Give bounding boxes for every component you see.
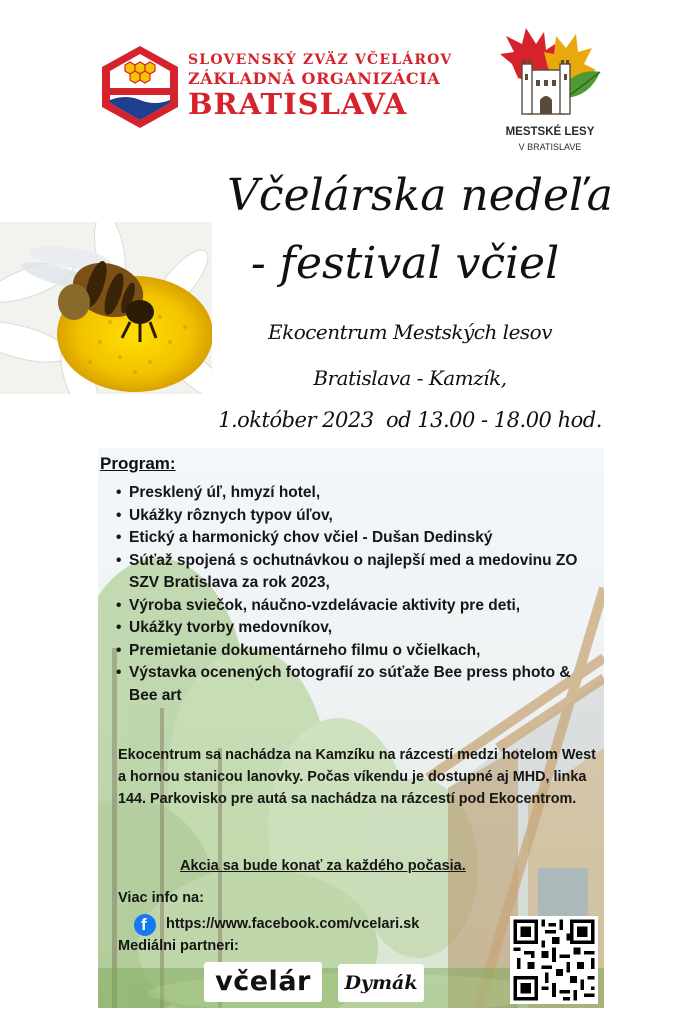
event-location-line1: Ekocentrum Mestských lesov [267,320,553,344]
program-list [116,482,602,707]
program-item: • Premietanie dokumentárneho filmu o včielkach, [116,640,602,663]
vcelar-magazine-logo: včelár [204,962,322,1002]
dymak-logo: Dymák [338,964,424,1002]
program-item: • Výstavka ocenených fotografií zo súťaže Bee press photo & Bee art [116,662,602,707]
program-item: • Presklený úľ, hmyzí hotel, [116,482,602,505]
mestske-lesy-logo [492,24,606,128]
weather-notice: Akcia sa bude konať za každého počasia. [180,858,466,874]
program-heading: Program: [100,454,176,473]
event-title-line1: Včelárska nedeľa [227,170,613,221]
bee-on-flower-photo [0,222,212,394]
location-info: Ekocentrum sa nachádza na Kamzíku na rázcestí medzi hotelom West a hornou stanicou lanovky. Počas víkendu je dostupné aj MHD, linka 144. Parkovisko pre autá sa nachádza na rázcestí pod Ekocentrom. [118,747,596,807]
szv-org-name [188,52,452,120]
org-line1: SLOVENSKÝ ZVÄZ VČELÁROV [188,52,453,68]
program-item: • Ukážky tvorby medovníkov, [116,617,602,640]
event-location-line2: Bratislava - Kamzík, [313,366,507,390]
org-line2: ZÁKLADNÁ ORGANIZÁCIA [188,69,441,88]
program-item: • Výroba sviečok, náučno-vzdelávacie aktivity pre deti, [116,595,602,618]
more-info-label: Viac info na: [118,890,204,906]
partner-subtitle: V BRATISLAVE [518,142,582,152]
program-item: • Etický a harmonický chov včiel - Dušan Dedinský [116,527,602,550]
partner-title: MESTSKÉ LESY [505,126,595,138]
org-line3: BRATISLAVA [188,87,408,121]
program-item: • Súťaž spojená s ochutnávkou o najlepší med a medovinu ZO SZV Bratislava za rok 2023, [116,550,602,595]
event-date: 1.október 2023 od 13.00 - 18.00 hod. [218,408,602,432]
szv-hexagon-logo [100,44,180,130]
qr-code[interactable] [510,916,598,1004]
media-partners-label: Mediálni partneri: [118,938,239,954]
event-title-line2: - festival včiel [250,238,560,289]
facebook-icon: f [134,914,156,936]
facebook-url[interactable]: https://www.facebook.com/vcelari.sk [166,916,420,932]
program-item: • Ukážky rôznych typov úľov, [116,505,602,528]
